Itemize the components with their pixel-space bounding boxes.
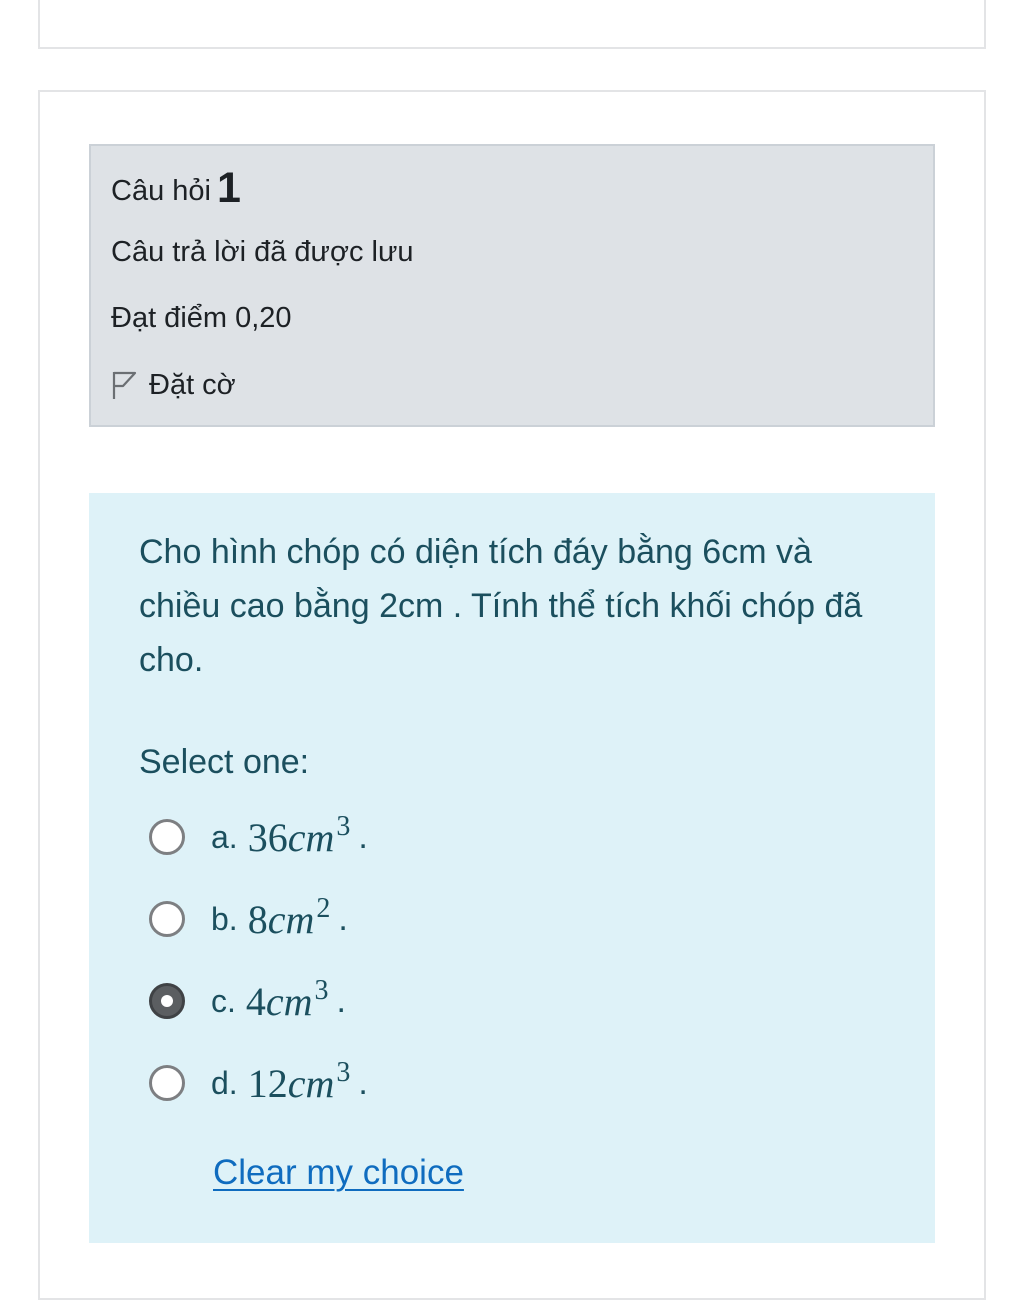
answer-end: . [338,899,348,938]
answer-end: . [358,817,368,856]
select-prompt: Select one: [139,743,310,781]
question-state: Câu trả lời đã được lưu [111,236,414,268]
answer-option-a[interactable] [149,807,368,867]
radio-button[interactable] [149,819,185,855]
answer-option-d[interactable] [149,1053,368,1113]
question-number-value: 1 [216,164,241,212]
question-number [111,164,241,213]
answer-letter: b. [211,900,238,937]
clear-choice-link[interactable]: Clear my choice [213,1153,464,1192]
answer-math: $36cm^3$ [247,810,351,860]
question-text: Cho hình chóp có diện tích đáy bằng 6cm và chiều cao bằng 2cm . Tính thể tích khối chóp đã cho. [139,533,863,679]
answer-math: $4cm^3$ [245,974,329,1024]
question-formulation [89,493,935,1243]
flag-question-button[interactable] [111,367,236,403]
question-grade: Đạt điểm 0,20 [111,302,292,334]
answer-letter: d. [211,1064,238,1101]
previous-card [38,0,986,49]
answer-option-b[interactable] [149,889,348,949]
answer-end: . [336,981,346,1020]
answer-end: . [358,1063,368,1102]
answer-letter: c. [211,982,236,1019]
radio-button[interactable] [149,901,185,937]
radio-button[interactable] [149,1065,185,1101]
radio-button-checked[interactable] [149,983,185,1019]
answer-letter: a. [211,818,238,855]
question-info [89,144,935,427]
answer-option-c[interactable] [149,971,346,1031]
flag-outline-icon [111,370,137,400]
question-label: Câu hỏi [111,175,211,207]
answer-math: $8cm^2$ [247,892,331,942]
answer-math: $12cm^3$ [247,1056,351,1106]
flag-label: Đặt cờ [149,368,236,401]
